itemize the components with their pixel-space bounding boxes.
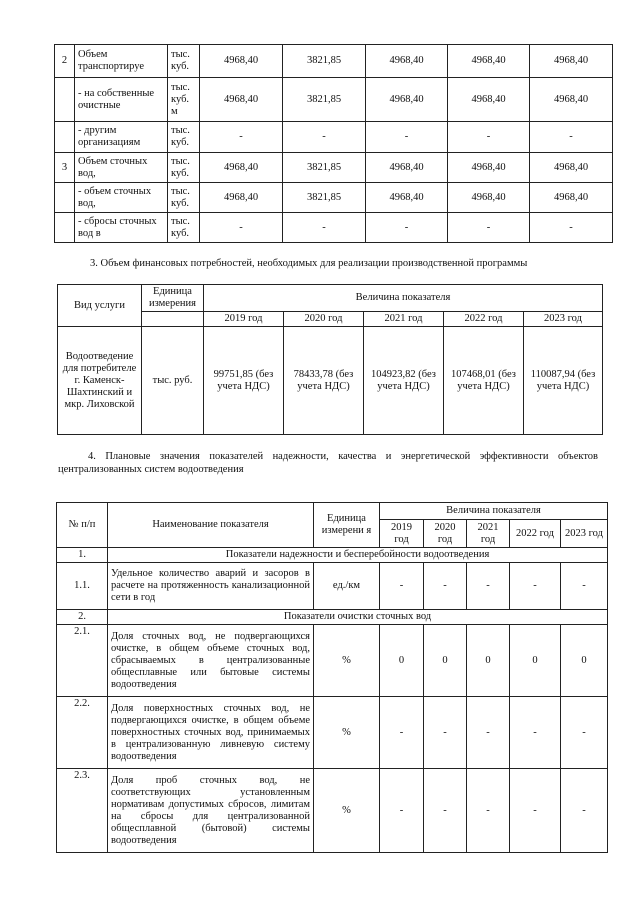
cell-value: 107468,01 (без учета НДС) <box>444 327 524 435</box>
row-name: - объем сточных вод, <box>75 183 168 213</box>
cell-value: - <box>283 122 366 153</box>
section-title: Показатели очистки сточных вод <box>108 610 608 625</box>
cell-value: 3821,85 <box>283 45 366 78</box>
section-4-title: 4. Плановые значения показателей надежности, качества и энергетической эффективности объектов централизованных систем водоотведения <box>58 451 598 475</box>
header-year: 2023 год <box>524 312 603 327</box>
row-name: Доля сточных вод, не подвергающихся очистке, в общем объеме сточных вод, сбрасываемых в централизованные общесплавные или бытовые системы водоотведения <box>108 625 314 697</box>
table-row <box>57 769 608 853</box>
cell-value: 4968,40 <box>200 153 283 183</box>
cell-value: 4968,40 <box>448 153 530 183</box>
cell-value: 104923,82 (без учета НДС) <box>364 327 444 435</box>
cell-value: 78433,78 (без учета НДС) <box>284 327 364 435</box>
header-year: 2019 год <box>204 312 284 327</box>
row-unit: тыс. куб. <box>168 213 200 243</box>
row-number <box>55 213 75 243</box>
header-year: 2021 год <box>364 312 444 327</box>
cell-value: 4968,40 <box>366 183 448 213</box>
row-name: Объем транспортируе <box>75 45 168 78</box>
section-title: Показатели надежности и бесперебойности водоотведения <box>108 548 608 563</box>
cell-value: - <box>467 697 510 769</box>
cell-value: - <box>200 122 283 153</box>
header-value: Величина показателя <box>380 503 608 520</box>
cell-value: - <box>448 213 530 243</box>
section-row <box>57 548 608 563</box>
cell-value: - <box>366 122 448 153</box>
row-number <box>55 183 75 213</box>
row-unit: тыс. куб. м <box>168 78 200 122</box>
table-row <box>57 697 608 769</box>
row-number: 2.3. <box>57 769 108 853</box>
cell-value: 4968,40 <box>448 78 530 122</box>
table-row <box>57 625 608 697</box>
table-header-row <box>58 285 603 312</box>
cell-value: - <box>510 563 561 610</box>
cell-value: 110087,94 (без учета НДС) <box>524 327 603 435</box>
cell-value: - <box>366 213 448 243</box>
header-value: Величина показателя <box>204 285 603 312</box>
cell-value: 99751,85 (без учета НДС) <box>204 327 284 435</box>
header-year: 2021 год <box>467 520 510 548</box>
table-row <box>55 78 613 122</box>
service-name: Водоотведение для потребителе г. Каменск-Шахтинский и мкр. Лиховской <box>58 327 142 435</box>
cell-value: - <box>467 769 510 853</box>
cell-value: - <box>424 697 467 769</box>
cell-value: 4968,40 <box>530 78 613 122</box>
row-number: 3 <box>55 153 75 183</box>
row-number <box>55 122 75 153</box>
table-header-row <box>57 503 608 520</box>
cell-value: 4968,40 <box>200 45 283 78</box>
header-year: 2020 год <box>424 520 467 548</box>
cell-value: - <box>561 697 608 769</box>
cell-value: 0 <box>467 625 510 697</box>
cell-value: - <box>380 769 424 853</box>
cell-value: 4968,40 <box>448 183 530 213</box>
cell-value: 4968,40 <box>200 183 283 213</box>
service-unit: тыс. руб. <box>142 327 204 435</box>
cell-value: 4968,40 <box>448 45 530 78</box>
header-year: 2023 год <box>561 520 608 548</box>
row-unit: тыс. куб. <box>168 45 200 78</box>
volume-table <box>54 44 613 243</box>
cell-value: 0 <box>510 625 561 697</box>
cell-value: 0 <box>380 625 424 697</box>
section-row <box>57 610 608 625</box>
cell-value: 4968,40 <box>530 153 613 183</box>
row-number: 2 <box>55 45 75 78</box>
row-name: - на собственные очистные <box>75 78 168 122</box>
cell-value: 0 <box>561 625 608 697</box>
cell-value: 3821,85 <box>283 183 366 213</box>
cell-value: 4968,40 <box>366 45 448 78</box>
header-num: № п/п <box>57 503 108 548</box>
row-unit: % <box>314 625 380 697</box>
cell-value: - <box>530 213 613 243</box>
header-unit-empty <box>142 312 204 327</box>
table-row <box>55 183 613 213</box>
row-unit: % <box>314 697 380 769</box>
cell-value: 4968,40 <box>530 45 613 78</box>
section-number: 1. <box>57 548 108 563</box>
row-unit: тыс. куб. <box>168 183 200 213</box>
header-year: 2022 год <box>444 312 524 327</box>
table-row <box>55 45 613 78</box>
table-row <box>55 213 613 243</box>
row-number: 1.1. <box>57 563 108 610</box>
cell-value: - <box>380 563 424 610</box>
row-unit: тыс. куб. <box>168 153 200 183</box>
section-number: 2. <box>57 610 108 625</box>
header-service: Вид услуги <box>58 285 142 327</box>
row-number <box>55 78 75 122</box>
row-name: - сбросы сточных вод в <box>75 213 168 243</box>
cell-value: - <box>380 697 424 769</box>
table-row <box>58 327 603 435</box>
indicators-table <box>56 502 608 853</box>
cell-value: 4968,40 <box>366 153 448 183</box>
table-row <box>57 563 608 610</box>
header-name: Наименование показателя <box>108 503 314 548</box>
cell-value: - <box>561 769 608 853</box>
row-unit: тыс. куб. <box>168 122 200 153</box>
cell-value: - <box>424 563 467 610</box>
row-unit: ед./км <box>314 563 380 610</box>
cell-value: 4968,40 <box>530 183 613 213</box>
cell-value: 4968,40 <box>200 78 283 122</box>
cell-value: - <box>561 563 608 610</box>
row-name: Объем сточных вод, <box>75 153 168 183</box>
table-row <box>55 122 613 153</box>
cell-value: 0 <box>424 625 467 697</box>
section-3-title: 3. Объем финансовых потребностей, необходимых для реализации производственной программы <box>90 258 528 269</box>
cell-value: - <box>530 122 613 153</box>
row-name: Доля проб сточных вод, не соответствующих установленным нормативам допустимых сбросов, лимитам на сбросы для централизованной общесплавной (бытовой) системы водоотведения <box>108 769 314 853</box>
table-row <box>55 153 613 183</box>
cell-value: - <box>467 563 510 610</box>
row-name: - другим организациям <box>75 122 168 153</box>
row-number: 2.1. <box>57 625 108 697</box>
cell-value: - <box>510 697 561 769</box>
header-year: 2020 год <box>284 312 364 327</box>
cell-value: - <box>510 769 561 853</box>
cell-value: - <box>424 769 467 853</box>
cell-value: - <box>448 122 530 153</box>
row-number: 2.2. <box>57 697 108 769</box>
header-year: 2022 год <box>510 520 561 548</box>
row-name: Доля поверхностных сточных вод, не подвергающихся очистке, в общем объеме поверхностных сточных вод, принимаемых в централизованную ливневую систему водоотведения <box>108 697 314 769</box>
cell-value: 3821,85 <box>283 78 366 122</box>
header-unit: Единица измерени я <box>314 503 380 548</box>
row-unit: % <box>314 769 380 853</box>
header-year: 2019 год <box>380 520 424 548</box>
cell-value: 3821,85 <box>283 153 366 183</box>
row-name: Удельное количество аварий и засоров в расчете на протяженность канализационной сети в год <box>108 563 314 610</box>
header-unit: Единица измерения <box>142 285 204 312</box>
cell-value: - <box>283 213 366 243</box>
cell-value: 4968,40 <box>366 78 448 122</box>
finance-table <box>57 284 603 435</box>
cell-value: - <box>200 213 283 243</box>
